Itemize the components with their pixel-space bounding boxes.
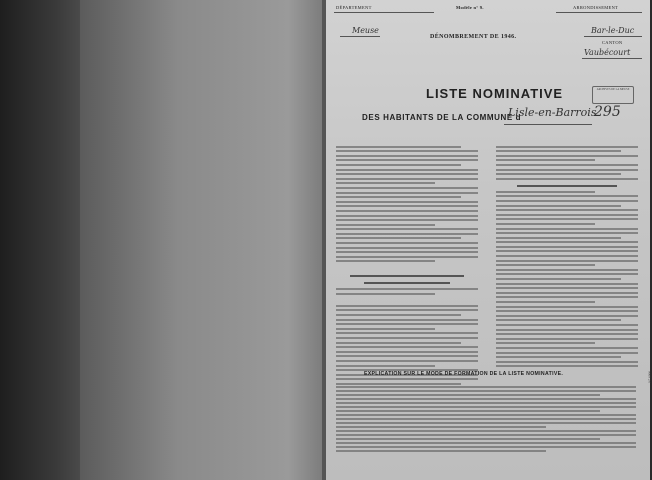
arrondissement-value-rule bbox=[584, 36, 642, 37]
instructions-left-column bbox=[336, 143, 478, 388]
dept-value-rule bbox=[340, 36, 380, 37]
explanation-heading: EXPLICATION SUR LE MODE DE FORMATION DE LA LISTE NOMINATIVE. bbox=[364, 371, 564, 377]
arrondissement-label: ARRONDISSEMENT bbox=[573, 5, 619, 10]
document-title: LISTE NOMINATIVE bbox=[426, 86, 564, 101]
model-number: Modèle n° 9. bbox=[456, 5, 484, 10]
background-dark-edge bbox=[0, 0, 80, 480]
document-subtitle bbox=[362, 113, 521, 122]
census-year-heading: DÉNOMBREMENT DE 1946. bbox=[430, 34, 517, 40]
header-rule-right bbox=[556, 12, 642, 13]
page-number-handwritten: 295 bbox=[594, 104, 621, 120]
archive-stamp-text: ARCHIVES DE LA MEUSE bbox=[596, 88, 630, 91]
canton-label: CANTON bbox=[602, 40, 623, 45]
explanation-text-block bbox=[336, 384, 636, 454]
department-label: DÉPARTEMENT bbox=[336, 5, 372, 10]
canton-value-rule bbox=[582, 58, 642, 59]
facing-page bbox=[80, 0, 325, 480]
canton-handwritten: Vaubécourt bbox=[584, 48, 631, 57]
department-handwritten: Meuse bbox=[352, 26, 379, 35]
instructions-right-column bbox=[496, 143, 638, 370]
commune-name-handwritten: Lisle-en-Barrois bbox=[508, 106, 597, 119]
header-rule-left bbox=[334, 12, 434, 13]
commune-rule bbox=[504, 124, 592, 125]
archive-stamp bbox=[592, 86, 634, 104]
subtitle-prefix: DES HABITANTS DE LA COMMUNE d bbox=[362, 113, 522, 122]
margin-note: N° 6906. bbox=[648, 370, 652, 383]
arrondissement-handwritten: Bar-le-Duc bbox=[591, 26, 635, 35]
document-page bbox=[326, 0, 650, 480]
